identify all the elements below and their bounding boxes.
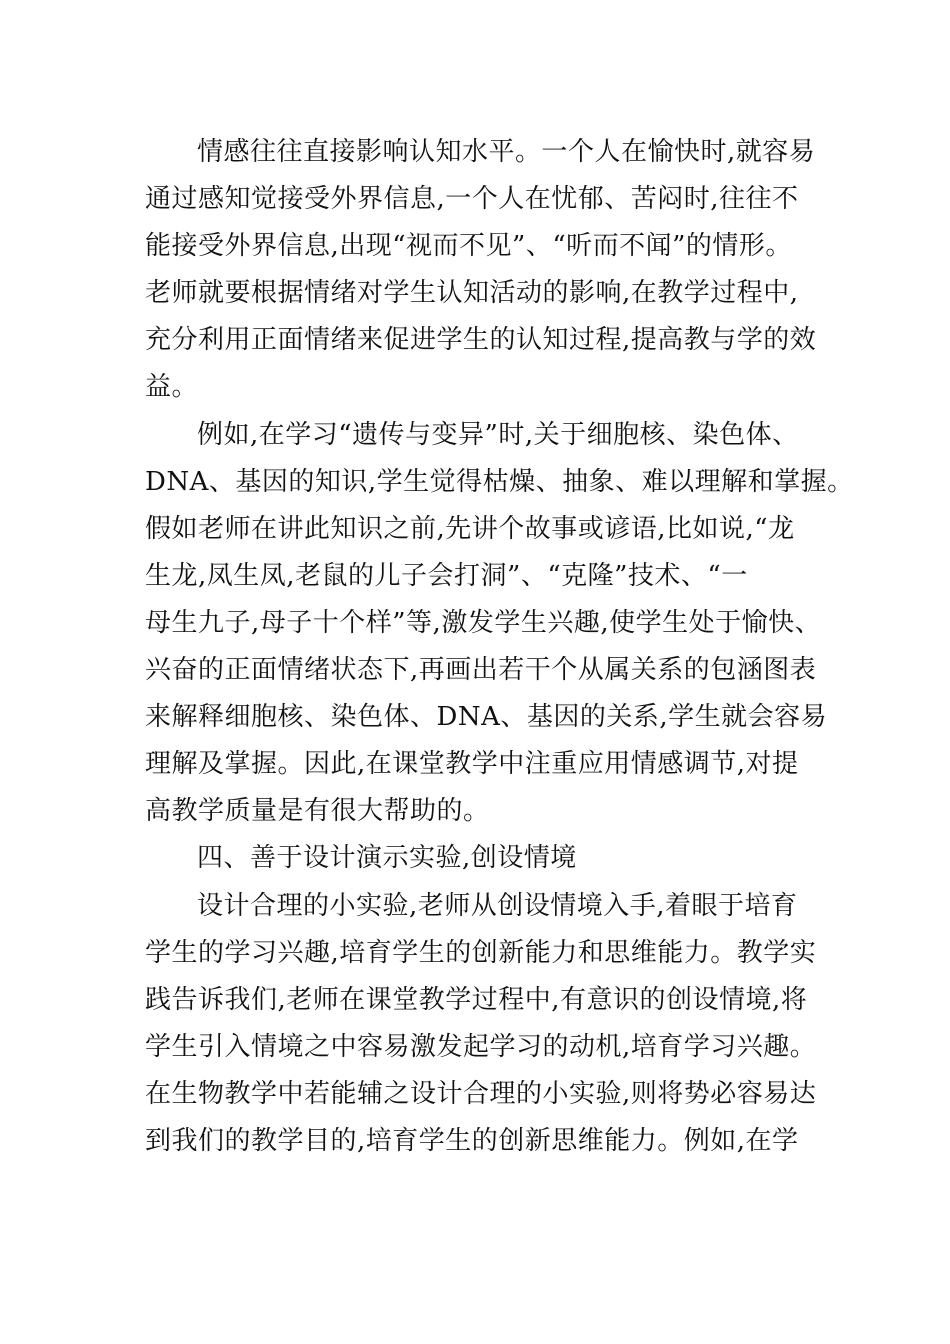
paragraph-line: 学生的学习兴趣,培育学生的创新能力和思维能力。教学实 bbox=[145, 937, 817, 968]
paragraph-line: DNA、基因的知识,学生觉得枯燥、抽象、难以理解和掌握。 bbox=[145, 466, 854, 497]
paragraph-line: 践告诉我们,老师在课堂教学过程中,有意识的创设情境,将 bbox=[145, 984, 808, 1015]
paragraph-line: 假如老师在讲此知识之前,先讲个故事或谚语,比如说,“龙 bbox=[145, 513, 795, 544]
paragraph-line: 设计合理的小实验,老师从创设情境入手,着眼于培育 bbox=[197, 890, 798, 921]
body-text bbox=[145, 129, 854, 1165]
paragraph-line: 兴奋的正面情绪状态下,再画出若干个从属关系的包涵图表 bbox=[145, 655, 817, 686]
paragraph-line: 高教学质量是有很大帮助的。 bbox=[145, 796, 490, 827]
paragraph-line: 在生物教学中若能辅之设计合理的小实验,则将势必容易达 bbox=[145, 1078, 817, 1109]
section-heading: 四、善于设计演示实验,创设情境 bbox=[197, 843, 577, 874]
paragraph-line: 充分利用正面情绪来促进学生的认知过程,提高教与学的效 bbox=[145, 325, 817, 356]
paragraph-line: 母生九子,母子十个样”等,激发学生兴趣,使学生处于愉快、 bbox=[145, 607, 822, 638]
paragraph-line: 例如,在学习“遗传与变异”时,关于细胞核、染色体、 bbox=[197, 419, 799, 450]
paragraph-line: 生龙,凤生凤,老鼠的儿子会打洞”、“克隆”技术、“一 bbox=[145, 560, 748, 591]
paragraph-line: 老师就要根据情绪对学生认知活动的影响,在教学过程中, bbox=[145, 278, 799, 309]
paragraph-line: 学生引入情境之中容易激发起学习的动机,培育学习兴趣。 bbox=[145, 1031, 817, 1062]
paragraph-line: 情感往往直接影响认知水平。一个人在愉快时,就容易 bbox=[197, 137, 816, 167]
paragraph-line: 到我们的教学目的,培育学生的创新思维能力。例如,在学 bbox=[145, 1125, 799, 1156]
paragraph-line: 益。 bbox=[145, 372, 199, 403]
paragraph-line: 通过感知觉接受外界信息,一个人在忧郁、苦闷时,往往不 bbox=[145, 184, 799, 215]
paragraph-line: 理解及掌握。因此,在课堂教学中注重应用情感调节,对提 bbox=[145, 749, 799, 780]
paragraph-line: 来解释细胞核、染色体、DNA、基因的关系,学生就会容易 bbox=[145, 702, 828, 733]
paragraph-line: 能接受外界信息,出现“视而不见”、“听而不闻”的情形。 bbox=[145, 231, 792, 262]
